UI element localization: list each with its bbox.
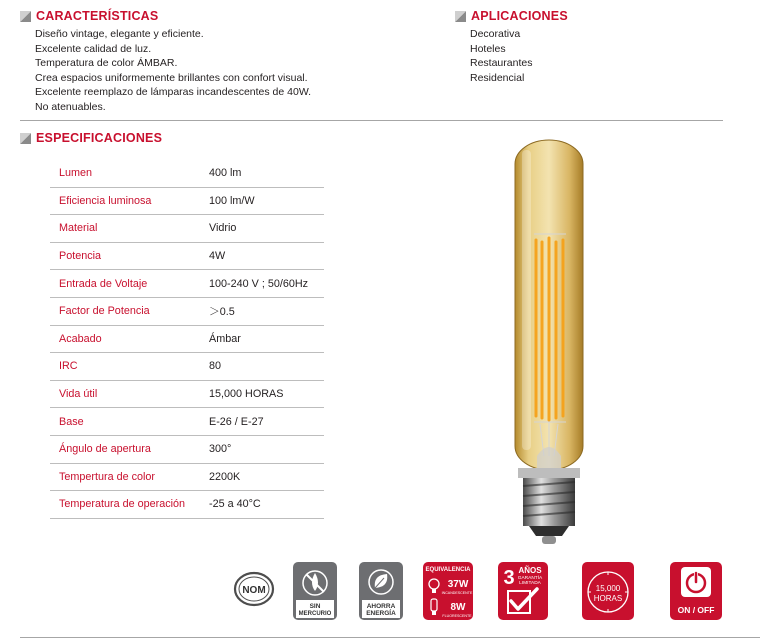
spec-label: Ángulo de apertura bbox=[59, 443, 151, 456]
spec-row bbox=[50, 243, 324, 271]
spec-value: 300° bbox=[209, 443, 232, 456]
nom-label: NOM bbox=[242, 585, 266, 596]
warranty-icon bbox=[497, 561, 549, 621]
spec-label: Acabado bbox=[59, 332, 102, 345]
aplicaciones-list bbox=[470, 27, 532, 85]
energy-saving-icon bbox=[358, 561, 404, 621]
mercury-free-icon bbox=[292, 561, 338, 621]
caracteristicas-list bbox=[35, 27, 311, 115]
hours-number: 15,000 bbox=[595, 584, 621, 593]
spec-label: Material bbox=[59, 222, 98, 235]
warranty-garantia: GARANTÍA bbox=[517, 576, 543, 581]
caracteristicas-title: CARACTERÍSTICAS bbox=[36, 9, 159, 23]
spec-value: 100-240 V ; 50/60Hz bbox=[209, 277, 309, 290]
warranty-limitada: LIMITADA bbox=[519, 581, 541, 586]
fluorescent-label: FLUORESCENTE bbox=[442, 614, 472, 618]
section-marker-icon bbox=[455, 11, 466, 22]
specs-table bbox=[50, 160, 324, 519]
spec-value: 400 lm bbox=[209, 167, 242, 180]
aplicacion-item: Restaurantes bbox=[470, 57, 533, 70]
especificaciones-title: ESPECIFICACIONES bbox=[36, 131, 163, 145]
nom-certification-icon bbox=[232, 561, 276, 621]
spec-value: Ámbar bbox=[209, 332, 241, 345]
bulb-illustration bbox=[496, 138, 604, 548]
spec-row bbox=[50, 326, 324, 354]
incandescent-watts: 37W bbox=[447, 579, 469, 590]
incandescent-label: INCANDESCENTE bbox=[441, 591, 473, 595]
spec-label: Base bbox=[59, 415, 84, 428]
hours-label: HORAS bbox=[593, 594, 623, 603]
warranty-years: 3 bbox=[503, 567, 515, 589]
spec-value: 80 bbox=[209, 360, 222, 373]
spec-label: IRC bbox=[59, 360, 78, 373]
wattage-equivalence-icon bbox=[422, 561, 474, 621]
badges-row bbox=[226, 561, 726, 621]
spec-row bbox=[50, 160, 324, 188]
caracteristica-item: Crea espacios uniformemente brillantes con confort visual. bbox=[35, 71, 308, 84]
footer-divider bbox=[20, 637, 760, 638]
aplicaciones-header bbox=[455, 9, 568, 23]
caracteristica-item: Diseño vintage, elegante y eficiente. bbox=[35, 28, 204, 40]
spec-value: Vidrio bbox=[209, 222, 237, 235]
spec-label: Lumen bbox=[59, 167, 93, 180]
on-off-icon bbox=[669, 561, 723, 621]
aplicacion-item: Residencial bbox=[470, 71, 525, 84]
spec-value: ＞0.5 bbox=[209, 305, 235, 318]
fluorescent-watts: 8W bbox=[450, 602, 466, 613]
spec-row bbox=[50, 464, 324, 492]
on-off-label: ON / OFF bbox=[677, 605, 715, 615]
spec-label: Factor de Potencia bbox=[59, 305, 150, 318]
spec-row bbox=[50, 215, 324, 243]
sin-label: SIN bbox=[309, 603, 321, 610]
spec-row bbox=[50, 353, 324, 381]
spec-row bbox=[50, 436, 324, 464]
spec-row bbox=[50, 188, 324, 216]
spec-row bbox=[50, 491, 324, 519]
spec-label: Vida útil bbox=[59, 388, 98, 401]
spec-value: 100 lm/W bbox=[209, 194, 255, 207]
spec-label: Potencia bbox=[59, 250, 102, 263]
caracteristica-item: Excelente calidad de luz. bbox=[35, 42, 152, 55]
spec-value: 2200K bbox=[209, 470, 241, 483]
product-bulb-image bbox=[496, 138, 604, 548]
especificaciones-header bbox=[20, 131, 162, 145]
aplicacion-item: Decorativa bbox=[470, 28, 521, 40]
equivalencia-title: EQUIVALENCIA bbox=[425, 567, 471, 573]
caracteristicas-header bbox=[20, 9, 158, 23]
spec-row bbox=[50, 270, 324, 298]
ahorra-label: AHORRA bbox=[366, 603, 396, 610]
spec-row bbox=[50, 298, 324, 326]
section-divider bbox=[20, 120, 723, 121]
spec-row bbox=[50, 408, 324, 436]
caracteristica-item: No atenuables. bbox=[35, 100, 106, 113]
spec-label: Eficiencia luminosa bbox=[59, 194, 152, 207]
section-marker-icon bbox=[20, 133, 31, 144]
spec-value: -25 a 40°C bbox=[209, 498, 261, 511]
spec-value: E-26 / E-27 bbox=[209, 415, 264, 428]
caracteristica-item: Excelente reemplazo de lámparas incandescentes de 40W. bbox=[35, 86, 312, 99]
aplicacion-item: Hoteles bbox=[470, 42, 506, 55]
section-marker-icon bbox=[20, 11, 31, 22]
warranty-anos: AÑOS bbox=[518, 566, 542, 575]
energia-label: ENERGÍA bbox=[366, 610, 396, 617]
lifetime-hours-icon bbox=[581, 561, 635, 621]
spec-label: Tempertura de color bbox=[59, 470, 156, 483]
spec-row bbox=[50, 381, 324, 409]
aplicaciones-title: APLICACIONES bbox=[471, 9, 568, 23]
spec-value: 15,000 HORAS bbox=[209, 388, 284, 401]
spec-label: Entrada de Voltaje bbox=[59, 277, 148, 290]
mercurio-label: MERCURIO bbox=[298, 611, 332, 617]
caracteristica-item: Temperatura de color ÁMBAR. bbox=[35, 57, 178, 70]
spec-value: 4W bbox=[209, 250, 226, 263]
spec-label: Temperatura de operación bbox=[59, 498, 186, 511]
